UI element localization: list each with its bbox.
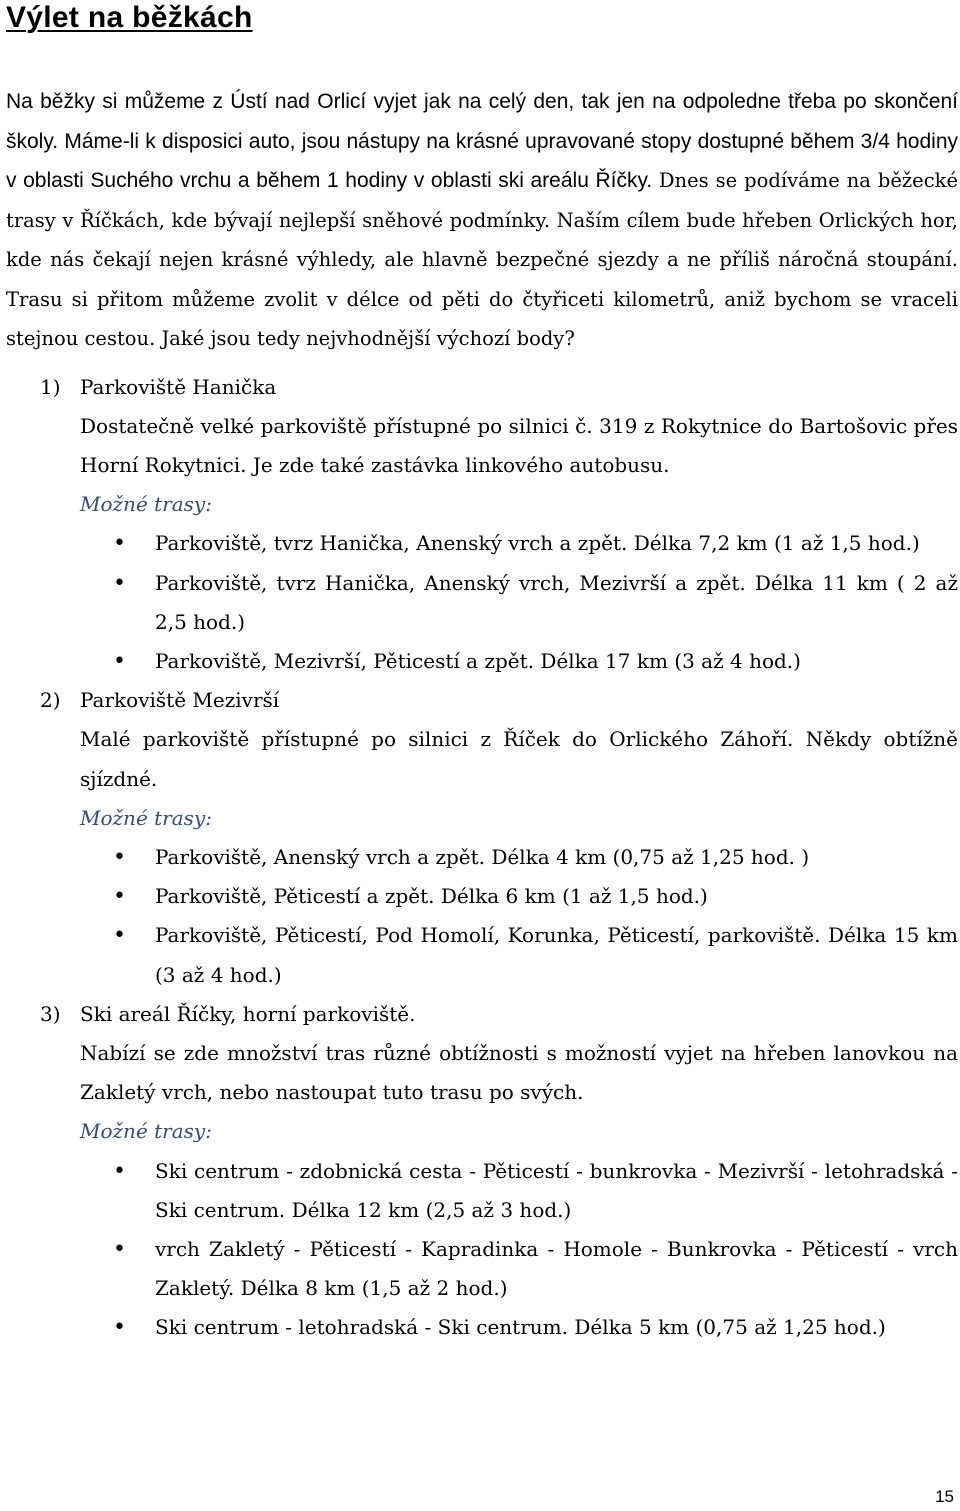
route-item [6,1230,958,1308]
intro-text-part2: Dnes se podíváme na běžecké trasy v Říčkách, kde bývají nejlepší sněhové podmínky. Naším cílem bude hřeben Orlických hor, kde nás čekají nejen krásné výhledy, ale hlavně bezpečné sjezdy a ne příliš náročná stoupání. Trasu si přitom můžeme zvolit v délce od pěti do čtyřiceti kilometrů, aniž bychom se vraceli stejnou cestou. Jaké jsou tedy nejvhodnější výchozí body? [6,169,958,350]
bullet-icon: • [113,570,126,596]
route-text: Parkoviště, Anenský vrch a zpět. Délka 4 km (0,75 až 1,25 hod. ) [155,844,810,869]
bullet-icon: • [113,844,126,870]
document-title: Výlet na běžkách [6,1,253,34]
route-item [6,1308,958,1347]
routes-label: Možné trasy: [80,492,212,517]
bullet-icon: • [113,1236,126,1262]
start-point-section [6,995,958,1348]
bullet-icon: • [113,1315,126,1341]
route-list [6,838,958,995]
bullet-icon: • [113,923,126,949]
route-text: Parkoviště, tvrz Hanička, Anenský vrch a zpět. Délka 7,2 km (1 až 1,5 hod.) [155,531,920,556]
routes-label: Možné trasy: [80,1119,212,1144]
route-item [6,1152,958,1230]
section-description: Nabízí se zde množství tras různé obtížnosti s možností vyjet na hřeben lanovkou na Zakletý vrch, nebo nastoupat tuto trasu po svých. [80,1040,958,1105]
start-points-list [6,368,958,1348]
section-description: Dostatečně velké parkoviště přístupné po silnici č. 319 z Rokytnice do Bartošovic přes Horní Rokytnici. Je zde také zastávka linkového autobusu. [80,413,958,477]
route-item [6,564,958,642]
route-text: Parkoviště, Pěticestí a zpět. Délka 6 km (1 až 1,5 hod.) [155,884,708,909]
document-page [6,0,958,1348]
bullet-icon: • [113,648,126,674]
section-heading [6,681,958,720]
route-list [6,524,958,681]
intro-paragraph [6,82,958,359]
route-item [6,916,958,994]
route-text: Ski centrum - letohradská - Ski centrum. Délka 5 km (0,75 až 1,25 hod.) [155,1315,886,1340]
bullet-icon: • [113,884,126,910]
route-text: vrch Zakletý - Pěticestí - Kapradinka - Homole - Bunkrovka - Pěticestí - vrch Zakletý. Délka 8 km (1,5 až 2 hod.) [155,1236,958,1301]
section-title: Ski areál Říčky, horní parkoviště. [80,1001,416,1026]
bullet-icon: • [113,531,126,557]
intro-text-part1: Na běžky si můžeme z Ústí nad Orlicí vyjet jak na celý den, tak jen na odpoledne třeba po skončení školy. Máme-li k disposici auto, jsou nástupy na krásné upravované stopy dostupné během 3/4 hodiny v oblasti Suchého vrchu a během 1 hodiny v oblasti ski areálu Říčky. [6,90,958,192]
section-description: Malé parkoviště přístupné po silnici z Říček do Orlického Záhoří. Někdy obtížně sjízdné. [80,727,958,791]
section-heading [6,368,958,407]
routes-label: Možné trasy: [80,805,212,830]
bullet-icon: • [113,1158,126,1184]
route-item [6,877,958,916]
section-title: Parkoviště Mezivrší [80,688,280,713]
route-item [6,524,958,563]
route-item [6,642,958,681]
route-text: Ski centrum - zdobnická cesta - Pěticestí - bunkrovka - Mezivrší - letohradská - Ski centrum. Délka 12 km (2,5 až 3 hod.) [155,1158,958,1222]
section-number: 3) [40,1001,61,1026]
route-text: Parkoviště, tvrz Hanička, Anenský vrch, Mezivrší a zpět. Délka 11 km ( 2 až 2,5 hod.) [155,570,958,634]
page-number: 15 [935,1487,954,1506]
route-list [6,1152,958,1348]
route-text: Parkoviště, Pěticestí, Pod Homolí, Korunka, Pěticestí, parkoviště. Délka 15 km (3 až 4 hod.) [155,923,958,987]
route-item [6,838,958,877]
route-text: Parkoviště, Mezivrší, Pěticestí a zpět. Délka 17 km (3 až 4 hod.) [155,648,801,673]
section-heading [6,995,958,1034]
section-number: 1) [40,374,61,399]
start-point-section [6,368,958,682]
start-point-section [6,681,958,995]
section-number: 2) [40,688,61,713]
section-title: Parkoviště Hanička [80,374,277,399]
